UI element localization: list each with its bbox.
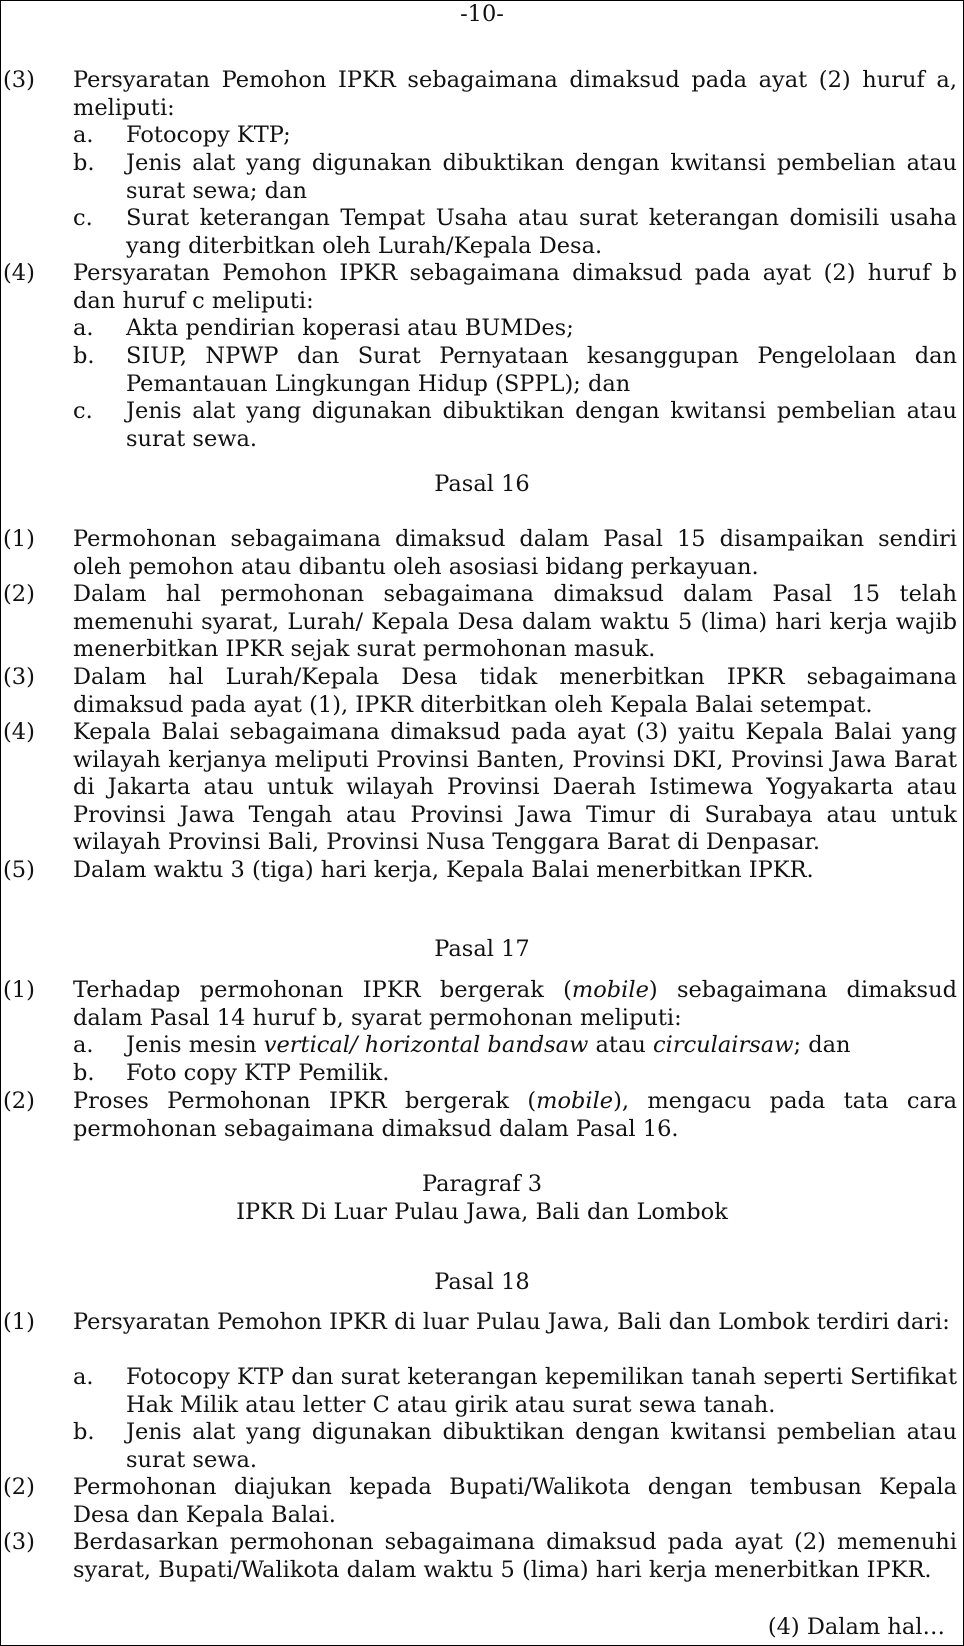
item-text: Fotocopy KTP;: [126, 122, 291, 148]
item-letter: b.: [73, 1419, 95, 1445]
item-letter: a.: [73, 315, 94, 341]
clause-number: (3): [3, 67, 35, 93]
emphasis-mobile: mobile: [571, 977, 649, 1003]
clause-number: (1): [3, 526, 35, 552]
emphasis-circulairsaw: circulairsaw: [653, 1032, 794, 1058]
clause-number: (3): [3, 1529, 35, 1555]
page-number: -10-: [460, 1, 504, 27]
item-letter: a.: [73, 1364, 94, 1390]
item-text: Jenis alat yang digunakan dibuktikan dengan kwitansi pembelian atau surat sewa.: [126, 1419, 957, 1473]
article-17-title: Pasal 17: [434, 936, 530, 962]
article-18-title: Pasal 18: [434, 1269, 530, 1295]
paragraph-3-title: Paragraf 3: [421, 1171, 543, 1197]
emphasis-bandsaw: vertical/ horizontal bandsaw: [263, 1032, 589, 1058]
item-letter: b.: [73, 343, 95, 369]
clause-text: Permohonan sebagaimana dimaksud dalam Pasal 15 disampaikan sendiri oleh pemohon atau dibantu oleh asosiasi bidang perkayuan.: [73, 526, 957, 580]
clause-text: Dalam hal permohonan sebagaimana dimaksud dalam Pasal 15 telah memenuhi syarat, Lurah/ Kepala Desa dalam waktu 5 (lima) hari kerja wajib menerbitkan IPKR sejak surat permohonan masuk.: [73, 581, 957, 662]
paragraph-3-subtitle: IPKR Di Luar Pulau Jawa, Bali dan Lombok: [236, 1199, 728, 1225]
clause-text: Berdasarkan permohonan sebagaimana dimaksud pada ayat (2) memenuhi syarat, Bupati/Walikota dalam waktu 5 (lima) hari kerja menerbitkan IPKR.: [73, 1529, 957, 1583]
clause-number: (4): [3, 719, 35, 745]
item-text: SIUP, NPWP dan Surat Pernyataan kesanggupan Pengelolaan dan Pemantauan Lingkungan Hidup (SPPL); dan: [126, 343, 957, 397]
clause-text: Dalam waktu 3 (tiga) hari kerja, Kepala Balai menerbitkan IPKR.: [73, 857, 814, 883]
clause-text: Persyaratan Pemohon IPKR sebagaimana dimaksud pada ayat (2) huruf b dan huruf c meliputi:: [73, 260, 957, 314]
item-letter: a.: [73, 122, 94, 148]
clause-text: Permohonan diajukan kepada Bupati/Walikota dengan tembusan Kepala Desa dan Kepala Balai.: [73, 1474, 957, 1528]
clause-number: (1): [3, 977, 35, 1003]
clause-text: Terhadap permohonan IPKR bergerak (mobile) sebagaimana dimaksud dalam Pasal 14 huruf b, syarat permohonan meliputi:: [73, 977, 957, 1031]
clause-number: (1): [3, 1309, 35, 1335]
article-16-title: Pasal 16: [434, 471, 530, 497]
clause-number: (4): [3, 260, 35, 286]
emphasis-mobile: mobile: [536, 1088, 614, 1114]
item-text: Fotocopy KTP dan surat keterangan kepemilikan tanah seperti Sertifikat Hak Milik atau letter C atau girik atau surat sewa tanah.: [126, 1364, 957, 1418]
clause-text: Persyaratan Pemohon IPKR di luar Pulau Jawa, Bali dan Lombok terdiri dari:: [73, 1309, 950, 1335]
item-text: Jenis mesin vertical/ horizontal bandsaw atau circulairsaw; dan: [126, 1032, 851, 1058]
clause-number: (2): [3, 1088, 35, 1114]
item-text: Surat keterangan Tempat Usaha atau surat keterangan domisili usaha yang diterbitkan oleh Lurah/Kepala Desa.: [126, 205, 957, 259]
clause-number: (2): [3, 581, 35, 607]
clause-number: (2): [3, 1474, 35, 1500]
item-text: Foto copy KTP Pemilik.: [126, 1060, 390, 1086]
item-letter: b.: [73, 150, 95, 176]
item-letter: c.: [73, 205, 93, 231]
item-text: Akta pendirian koperasi atau BUMDes;: [126, 315, 574, 341]
item-letter: a.: [73, 1032, 94, 1058]
clause-text: Persyaratan Pemohon IPKR sebagaimana dimaksud pada ayat (2) huruf a, meliputi:: [73, 67, 957, 121]
clause-number: (5): [3, 857, 35, 883]
clause-number: (3): [3, 664, 35, 690]
continuation-note: (4) Dalam hal…: [767, 1614, 945, 1640]
item-text: Jenis alat yang digunakan dibuktikan dengan kwitansi pembelian atau surat sewa; dan: [126, 150, 957, 204]
item-letter: c.: [73, 398, 93, 424]
clause-text: Dalam hal Lurah/Kepala Desa tidak menerbitkan IPKR sebagaimana dimaksud pada ayat (1), IPKR diterbitkan oleh Kepala Balai setempat.: [73, 664, 957, 718]
clause-text: Kepala Balai sebagaimana dimaksud pada ayat (3) yaitu Kepala Balai yang wilayah kerjanya meliputi Provinsi Banten, Provinsi DKI, Provinsi Jawa Barat di Jakarta atau untuk wilayah Provinsi Daerah Istimewa Yogyakarta atau Provinsi Jawa Tengah atau Provinsi Jawa Timur di Surabaya atau untuk wilayah Provinsi Bali, Provinsi Nusa Tenggara Barat di Denpasar.: [73, 719, 957, 855]
clause-text: Proses Permohonan IPKR bergerak (mobile), mengacu pada tata cara permohonan sebagaimana dimaksud dalam Pasal 16.: [73, 1088, 958, 1142]
item-text: Jenis alat yang digunakan dibuktikan dengan kwitansi pembelian atau surat sewa.: [126, 398, 957, 452]
item-letter: b.: [73, 1060, 95, 1086]
